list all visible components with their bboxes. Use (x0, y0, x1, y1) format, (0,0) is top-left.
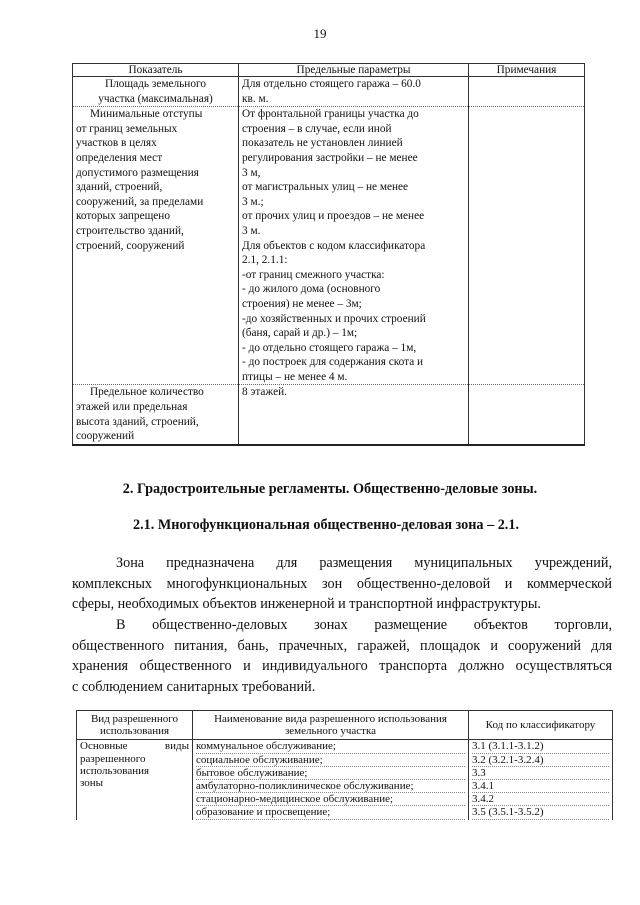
column-header: Код по классификатору (469, 711, 613, 740)
indicator-cell: Площадь земельного участка (максимальная) (73, 77, 239, 107)
note-cell (469, 107, 585, 385)
use-code: 3.4.1 (472, 780, 609, 793)
table-header-row (73, 64, 585, 77)
use-name: социальное обслуживание; (196, 754, 465, 767)
section-heading: 2. Градостроительные регламенты. Общественно-деловые зоны. (122, 481, 538, 497)
use-code: 3.1 (3.1.1-3.1.2) (472, 740, 609, 753)
use-code: 3.3 (472, 767, 609, 780)
column-header: Наименование вида разрешенного использования земельного участка (193, 711, 469, 740)
column-header: Показатель (73, 64, 239, 77)
table-row (77, 740, 613, 820)
column-header: Предельные параметры (239, 64, 469, 77)
use-code: 3.5 (3.5.1-3.5.2) (472, 806, 609, 819)
zone-purpose-paragraph: Зона предназначена для размещения муниципальных учреждений, комплексных многофункциональных зон общественно-деловой и коммерческой сферы, необходимых объектов инженерной и транспортной инфраструктуры. (72, 555, 612, 612)
page-number: 19 (313, 26, 327, 41)
note-cell (469, 77, 585, 107)
note-cell (469, 385, 585, 445)
column-header: Вид разрешенного использования (77, 711, 193, 740)
parameters-table (72, 63, 585, 446)
params-cell: Для отдельно стоящего гаража – 60.0 кв. м. (239, 77, 469, 107)
column-header: Примечания (469, 64, 585, 77)
use-name: образование и просвещение; (196, 806, 465, 819)
use-name: стационарно-медицинское обслуживание; (196, 793, 465, 806)
use-category-cell: Основные виды разрешенного использования зоны (77, 740, 193, 820)
subsection-heading: 2.1. Многофункциональная общественно-деловая зона – 2.1. (133, 517, 519, 533)
permitted-uses-table (76, 710, 613, 820)
zone-rules-paragraph: В общественно-деловых зонах размещение объектов торговли, общественного питания, бань, прачечных, гаражей, площадок и сооружений для хранения общественного и индивидуального транспорта должно осуществляться с соблюдением санитарных требований. (72, 617, 612, 695)
params-cell: От фронтальной границы участка до строения – в случае, если иной показатель не установлен линией регулирования застройки – не менее 3 м, от магистральных улиц – не менее 3 м.; от прочих улиц и проездов – не менее 3 м. Для объектов с кодом классификатора 2.1, 2.1.1: -от границ смежного участка: - до жилого дома (основного строения) не менее – 3м; -до хозяйственных и прочих строений (баня, сарай и др.) – 1м; - до отдельно стоящего гаража – 1м, - до построек для содержания скота и птицы – не менее 4 м. (239, 107, 469, 385)
use-code: 3.2 (3.2.1-3.2.4) (472, 754, 609, 767)
use-names-cell (193, 740, 469, 820)
use-name: амбулаторно-поликлиническое обслуживание; (196, 780, 465, 793)
indicator-cell: Минимальные отступы от границ земельных участков в целях определения мест допустимого размещения зданий, строений, сооружений, за пределами которых запрещено строительство зданий, строений, сооружений (73, 107, 239, 385)
table-row (73, 77, 585, 107)
use-name: коммунальное обслуживание; (196, 740, 465, 753)
table-row (73, 107, 585, 385)
use-name: бытовое обслуживание; (196, 767, 465, 780)
use-code: 3.4.2 (472, 793, 609, 806)
table-header-row (77, 711, 613, 740)
table-row (73, 385, 585, 445)
use-codes-cell (469, 740, 613, 820)
params-cell: 8 этажей. (239, 385, 469, 445)
indicator-cell: Предельное количество этажей или предельная высота зданий, строений, сооружений (73, 385, 239, 445)
